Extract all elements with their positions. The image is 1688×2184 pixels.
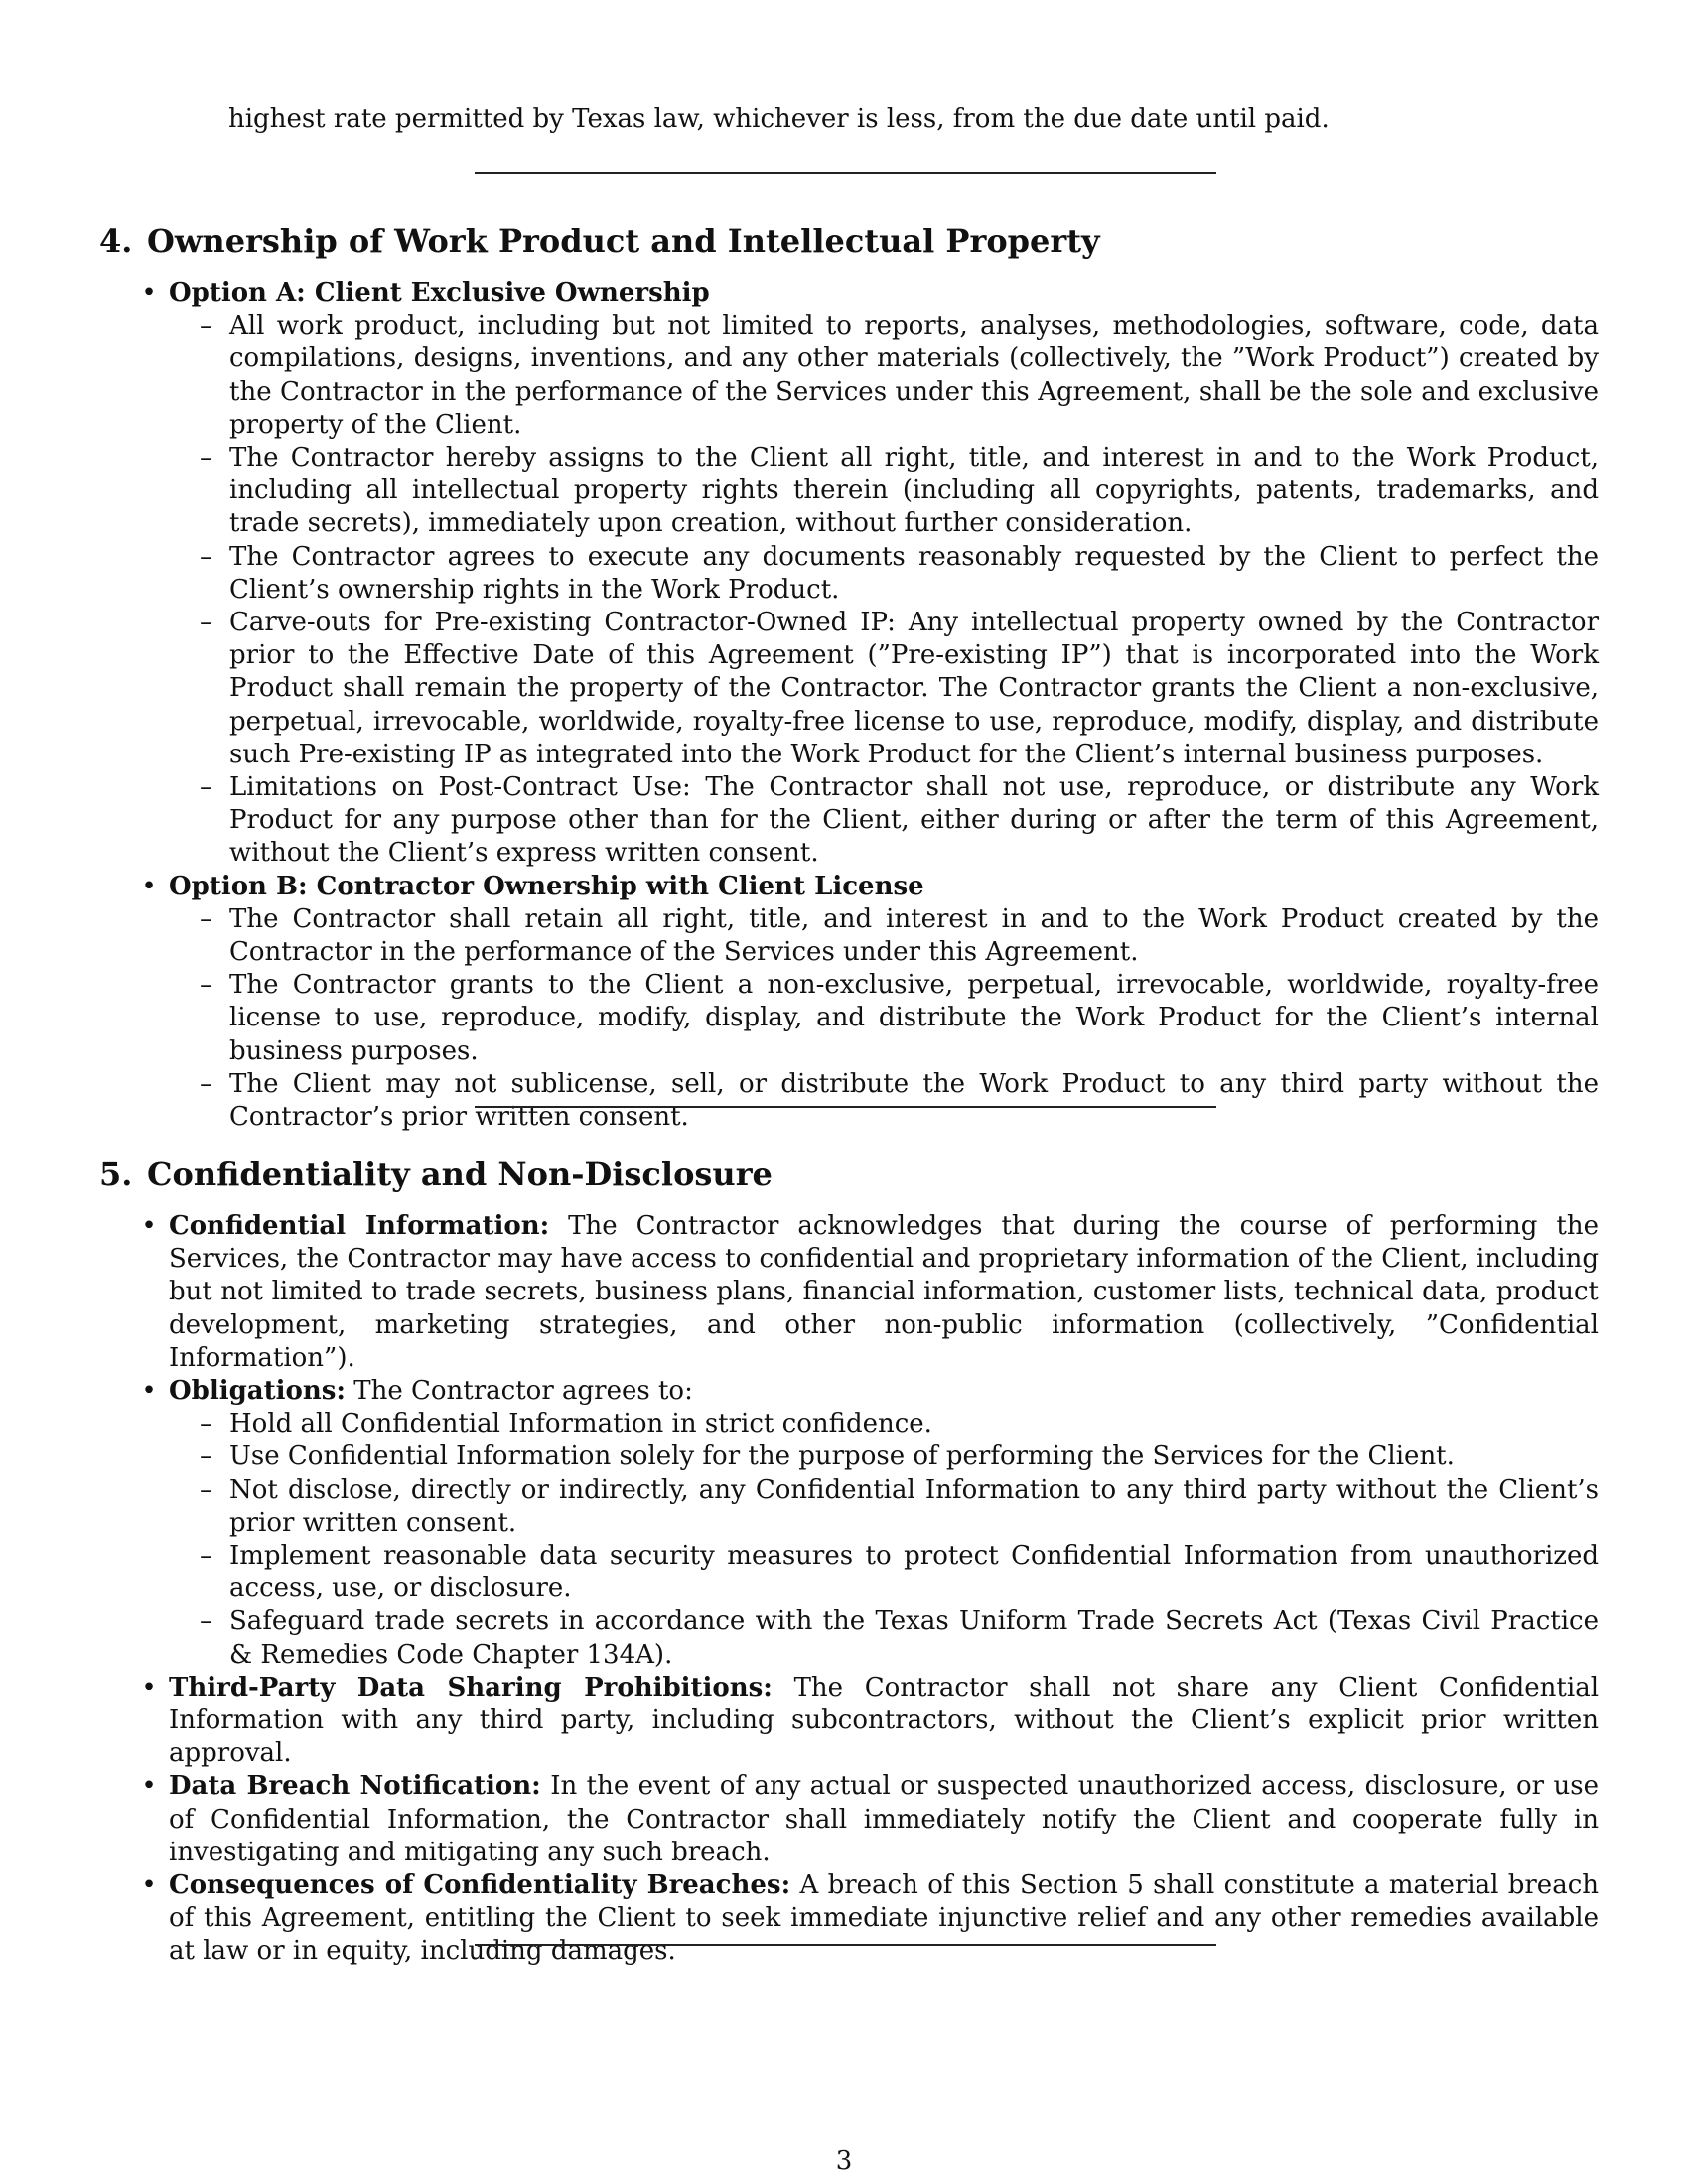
option-a-subitem — [139, 771, 1599, 871]
section-4-heading — [99, 221, 1589, 261]
section-5-list — [139, 1210, 1599, 1969]
obligations-subitem-text: Safeguard trade secrets in accordance with the Texas Uniform Trade Secrets Act (Texas Civil Practice & Remedies Code Chapter 134A). — [229, 1606, 1599, 1670]
section-divider — [475, 1944, 1216, 1946]
dash-icon: – — [200, 1409, 212, 1439]
section-divider — [475, 172, 1216, 174]
option-b-subitem-text: The Contractor shall retain all right, title, and interest in and to the Work Product created by the Contractor in the performance of the Services under this Agreement. — [229, 903, 1599, 968]
section-4-number: 4. — [99, 222, 133, 260]
dash-icon: – — [200, 1474, 212, 1505]
consequences-item — [139, 1869, 1599, 1969]
obligations-item — [139, 1375, 1599, 1408]
breach-notification-item — [139, 1770, 1599, 1869]
option-a-subitem — [139, 310, 1599, 442]
third-party-label: Third-Party Data Sharing Prohibitions: — [169, 1672, 773, 1703]
confidential-info-item — [139, 1210, 1599, 1375]
option-b-subitem-text: The Contractor grants to the Client a non-exclusive, perpetual, irrevocable, worldwide, royalty-free license to use, reproduce, modify, display, and distribute the Work Product for the Client’s internal business purposes. — [229, 970, 1599, 1066]
confidential-info-label: Confidential Information: — [169, 1211, 550, 1241]
obligations-subitem — [139, 1540, 1599, 1605]
obligations-label: Obligations: — [169, 1376, 346, 1407]
option-a-subitem-text: The Contractor hereby assigns to the Client all right, title, and interest in and to the Work Product, including all intellectual property rights therein (including all copyrights, patents, trademarks, and trade secrets), immediately upon creation, without further consideration. — [229, 443, 1599, 539]
dash-icon: – — [200, 608, 212, 638]
obligations-subitem — [139, 1474, 1599, 1540]
option-a-subitem-text: All work product, including but not limited to reports, analyses, methodologies, software, code, data compilations, designs, inventions, and any other materials (collectively, the ”Work Product”) created by the Contractor in the performance of the Services under this Agreement, shall be the sole and exclusive property of the Client. — [229, 311, 1599, 440]
obligations-subitem-text: Use Confidential Information solely for the purpose of performing the Services for the Client. — [229, 1441, 1455, 1472]
dash-icon: – — [200, 443, 212, 474]
dash-icon: – — [200, 772, 212, 803]
bullet-icon: • — [141, 1376, 157, 1407]
option-a-subitem — [139, 607, 1599, 771]
dash-icon: – — [200, 311, 212, 341]
option-b-subitem-text: The Client may not sublicense, sell, or distribute the Work Product to any third party without the Contractor’s prior written consent. — [229, 1068, 1599, 1133]
section-5-number: 5. — [99, 1156, 133, 1193]
dash-icon: – — [200, 970, 212, 1001]
consequences-text: A breach of this Section 5 shall constitute a material breach of this Agreement, entitling the Client to seek immediate injunctive relief and any other remedies available at law or in equity, including damages. — [169, 1870, 1600, 1967]
dash-icon: – — [200, 1541, 212, 1571]
option-a-subitem — [139, 541, 1599, 607]
bullet-icon: • — [141, 1672, 157, 1703]
option-b-label: Option B: Contractor Ownership with Client License — [169, 871, 924, 901]
obligations-text: The Contractor agrees to: — [353, 1376, 693, 1407]
section-4-list — [139, 277, 1599, 1134]
obligations-subitem — [139, 1408, 1599, 1440]
obligations-subitem-text: Hold all Confidential Information in strict confidence. — [229, 1409, 932, 1439]
section-4-title: Ownership of Work Product and Intellectual Property — [147, 222, 1100, 260]
breach-notification-text: In the event of any actual or suspected unauthorized access, disclosure, or use of Confidential Information, the Contractor shall immediately notify the Client and cooperate fully in investigating and mitigating any such breach. — [169, 1771, 1599, 1867]
dash-icon: – — [200, 1068, 212, 1099]
bullet-icon: • — [141, 871, 157, 901]
section-5-heading — [99, 1155, 1589, 1194]
option-b-subitem — [139, 903, 1599, 969]
third-party-text: The Contractor shall not share any Client Confidential Information with any third party, including subcontractors, without the Client’s explicit prior written approval. — [169, 1672, 1600, 1769]
carryover-paragraph: highest rate permitted by Texas law, whichever is less, from the due date until paid. — [228, 104, 1330, 134]
dash-icon: – — [200, 903, 212, 934]
dash-icon: – — [200, 541, 212, 572]
obligations-subitem — [139, 1605, 1599, 1671]
consequences-label: Consequences of Confidentiality Breaches: — [169, 1870, 791, 1901]
obligations-subitem — [139, 1440, 1599, 1473]
page-number: 3 — [835, 2146, 853, 2176]
dash-icon: – — [200, 1606, 212, 1637]
option-a-item — [139, 277, 1599, 310]
confidential-info-text: The Contractor acknowledges that during the course of performing the Services, the Contractor may have access to confidential and proprietary information of the Client, including but not limited to trade secrets, business plans, financial information, customer lists, technical data, product development, marketing strategies, and other non-public information (collectively, ”Confidential Information”). — [169, 1211, 1599, 1373]
option-a-label: Option A: Client Exclusive Ownership — [169, 278, 710, 308]
option-b-item — [139, 871, 1599, 903]
option-a-subitem-text: Limitations on Post-Contract Use: The Contractor shall not use, reproduce, or distribute any Work Product for any purpose other than for the Client, either during or after the term of this Agreement, without the Client’s express written consent. — [229, 772, 1599, 869]
section-5-title: Confidentiality and Non-Disclosure — [147, 1156, 773, 1193]
option-b-subitem — [139, 1068, 1599, 1134]
bullet-icon: • — [141, 1870, 157, 1901]
breach-notification-label: Data Breach Notification: — [169, 1771, 541, 1802]
bullet-icon: • — [141, 1771, 157, 1802]
bullet-icon: • — [141, 1211, 157, 1241]
bullet-icon: • — [141, 278, 157, 308]
option-a-subitem — [139, 442, 1599, 541]
third-party-item — [139, 1672, 1599, 1771]
obligations-subitem-text: Implement reasonable data security measures to protect Confidential Information from unauthorized access, use, or disclosure. — [229, 1541, 1599, 1604]
dash-icon: – — [200, 1441, 212, 1472]
option-a-subitem-text: The Contractor agrees to execute any documents reasonably requested by the Client to perfect the Client’s ownership rights in the Work Product. — [229, 541, 1599, 605]
obligations-subitem-text: Not disclose, directly or indirectly, any Confidential Information to any third party without the Client’s prior written consent. — [229, 1474, 1599, 1538]
option-a-subitem-text: Carve-outs for Pre-existing Contractor-Owned IP: Any intellectual property owned by the Contractor prior to the Effective Date of this Agreement (”Pre-existing IP”) that is incorporated into the Work Product shall remain the property of the Contractor. The Contractor grants the Client a non-exclusive, perpetual, irrevocable, worldwide, royalty-free license to use, reproduce, modify, display, and distribute such Pre-existing IP as integrated into the Work Product for the Client’s internal business purposes. — [229, 608, 1599, 769]
option-b-subitem — [139, 969, 1599, 1068]
section-divider — [475, 1106, 1216, 1108]
